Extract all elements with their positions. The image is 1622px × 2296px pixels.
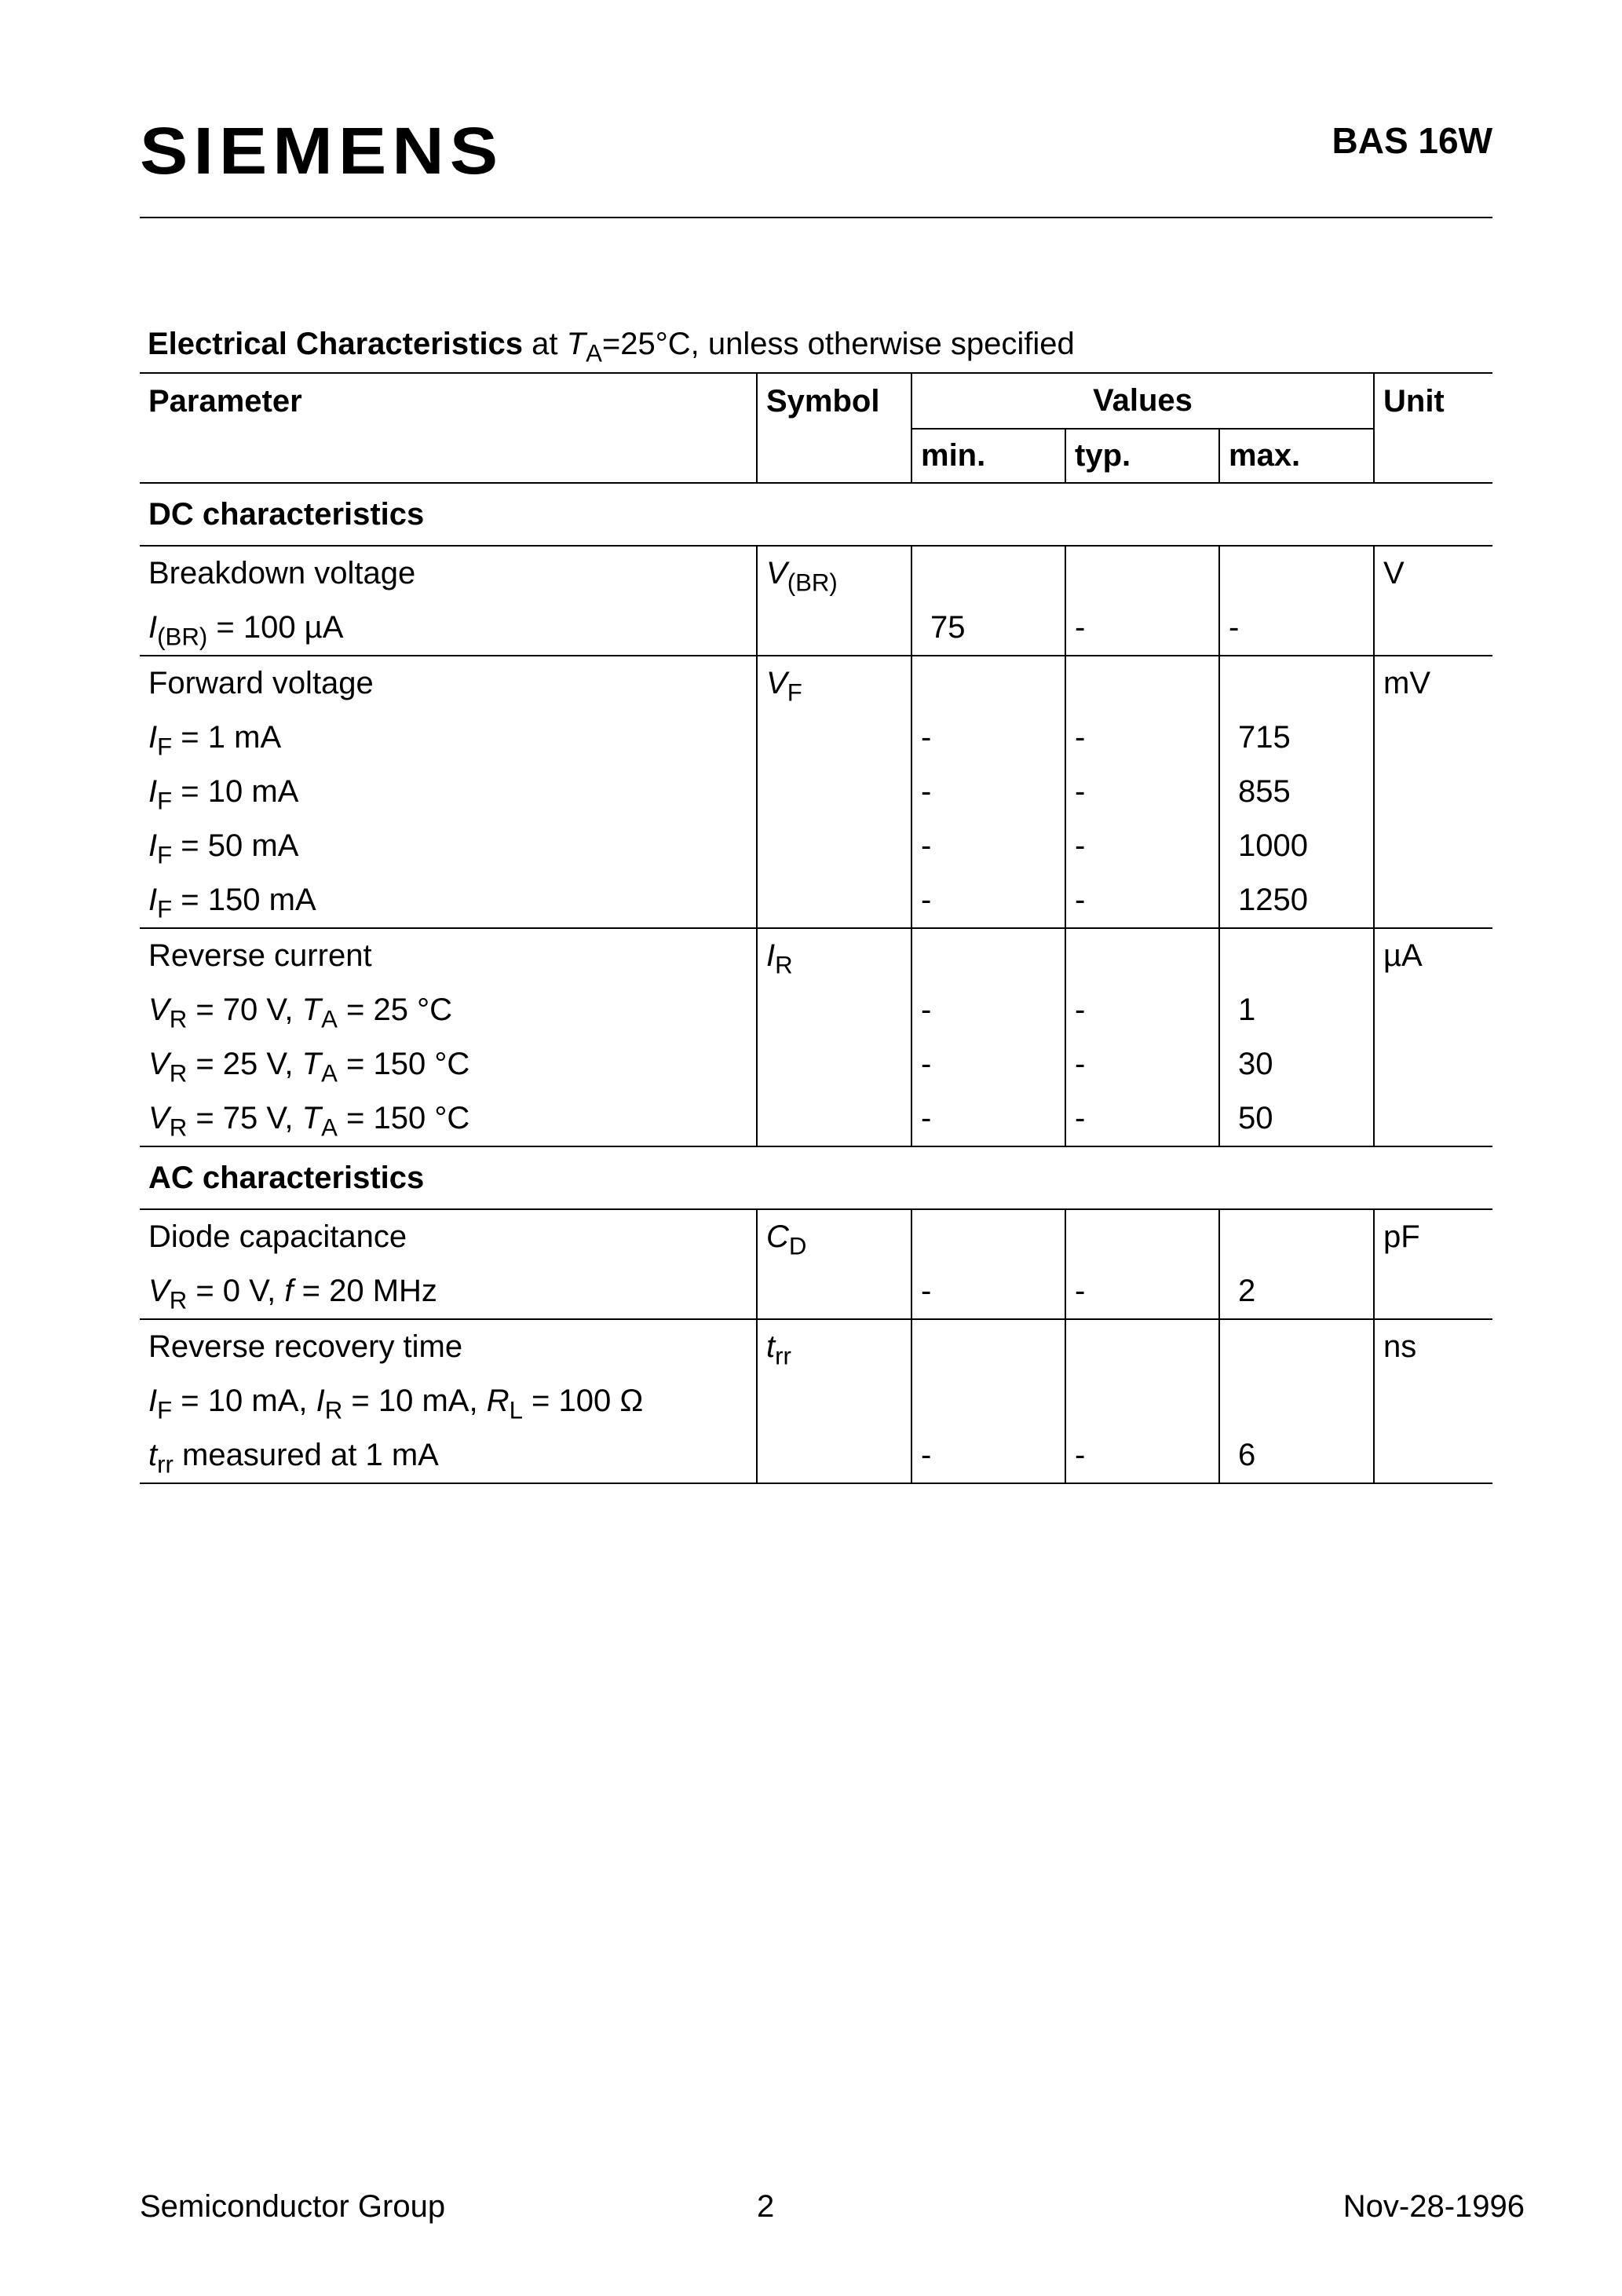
value-typ: - — [1075, 1274, 1086, 1308]
value-typ: - — [1075, 1047, 1086, 1081]
value-typ: - — [1075, 993, 1086, 1027]
parameter-name: Diode capacitance — [148, 1219, 407, 1254]
condition: $I_F = 1$ mA — [148, 720, 282, 761]
subheader-row — [140, 429, 1492, 483]
value-typ: - — [1075, 1438, 1086, 1472]
value-max: 1000 — [1238, 828, 1308, 863]
condition: $V_R = 25$ V, $T_A = 150$ °C — [148, 1047, 470, 1088]
electrical-characteristics-table — [140, 372, 1492, 1484]
condition: $t_{rr}$ measured at 1 mA — [148, 1438, 439, 1479]
parameter-name: Reverse recovery time — [148, 1329, 463, 1364]
value-max: 30 — [1238, 1047, 1273, 1081]
unit: mV — [1383, 666, 1430, 700]
condition: $I_F = 10$ mA — [148, 774, 299, 815]
condition: $I_F = 10$ mA, $I_R = 10$ mA, $R_L = 100$ Ω — [148, 1384, 644, 1424]
unit: V — [1383, 556, 1405, 590]
value-max: 1250 — [1238, 883, 1308, 917]
value-min: - — [921, 1274, 932, 1308]
value-min: - — [921, 1438, 932, 1472]
value-max: 2 — [1238, 1274, 1256, 1308]
value-typ: - — [1075, 610, 1086, 645]
symbol: $V_{(BR)}$ — [766, 556, 838, 597]
value-max: 855 — [1238, 774, 1291, 809]
table-row — [140, 928, 1492, 1146]
header-values: Values — [911, 373, 1374, 429]
symbol: $V_F$ — [766, 666, 802, 707]
unit: pF — [1383, 1219, 1420, 1254]
value-min: - — [921, 993, 932, 1027]
siemens-logo: SIEMENS — [140, 114, 504, 188]
value-min: 75 — [930, 610, 966, 645]
value-typ: - — [1075, 774, 1086, 809]
table-row — [140, 1319, 1492, 1483]
header-symbol: Symbol — [757, 373, 911, 429]
table-row — [140, 656, 1492, 928]
value-min: - — [921, 774, 932, 809]
value-max: 1 — [1238, 993, 1256, 1027]
condition: $V_R = 70$ V, $T_A = 25$ °C — [148, 993, 452, 1033]
table-row — [140, 1209, 1492, 1319]
section-title: DC characteristics — [140, 483, 1492, 546]
parameter-name: Forward voltage — [148, 666, 374, 700]
value-typ: - — [1075, 1101, 1086, 1135]
footer-date: Nov-28-1996 — [1343, 2189, 1525, 2224]
value-typ: - — [1075, 720, 1086, 755]
footer-page-number: 2 — [757, 2189, 775, 2224]
part-number: BAS 16W — [1332, 120, 1492, 161]
symbol: $I_R$ — [766, 938, 793, 979]
value-typ: - — [1075, 883, 1086, 917]
symbol: $C_D$ — [766, 1219, 807, 1260]
value-typ: - — [1075, 828, 1086, 863]
section-title: AC characteristics — [140, 1146, 1492, 1209]
caption-conditions: unless otherwise specified — [707, 327, 1075, 361]
value-max: 50 — [1238, 1101, 1273, 1135]
unit: ns — [1383, 1329, 1417, 1364]
unit: µA — [1383, 938, 1423, 973]
header-divider — [140, 217, 1492, 218]
value-min: - — [921, 1101, 932, 1135]
value-min: - — [921, 828, 932, 863]
parameter-name: Reverse current — [148, 938, 372, 973]
condition: $V_R = 75$ V, $T_A = 150$ °C — [148, 1101, 470, 1142]
header-unit: Unit — [1374, 373, 1492, 429]
section-row-dc — [140, 483, 1492, 546]
footer-group: Semiconductor Group — [140, 2189, 446, 2224]
value-max: 715 — [1238, 720, 1291, 755]
value-min: - — [921, 720, 932, 755]
condition: $I_{(BR)} = 100$ µA — [148, 610, 344, 651]
table-caption: Electrical Characteristics at $T_A=25^\circ C$, unless otherwise specified — [148, 327, 1075, 367]
parameter-name: Breakdown voltage — [148, 556, 416, 590]
condition: $I_F = 50$ mA — [148, 828, 299, 869]
condition: $I_F = 150$ mA — [148, 883, 316, 923]
value-max: 6 — [1238, 1438, 1256, 1472]
caption-title: Electrical Characteristics — [148, 327, 524, 361]
value-min: - — [921, 883, 932, 917]
header-typ: typ. — [1065, 429, 1219, 483]
value-min: - — [921, 1047, 932, 1081]
header-min: min. — [911, 429, 1065, 483]
header-parameter: Parameter — [140, 373, 757, 429]
table-row — [140, 546, 1492, 656]
header-row — [140, 373, 1492, 429]
section-row-ac — [140, 1146, 1492, 1209]
symbol: $t_{rr}$ — [766, 1329, 791, 1370]
header-max: max. — [1219, 429, 1374, 483]
value-max: - — [1229, 610, 1240, 645]
condition: $V_R = 0$ V, f = 20 MHz — [148, 1274, 437, 1314]
